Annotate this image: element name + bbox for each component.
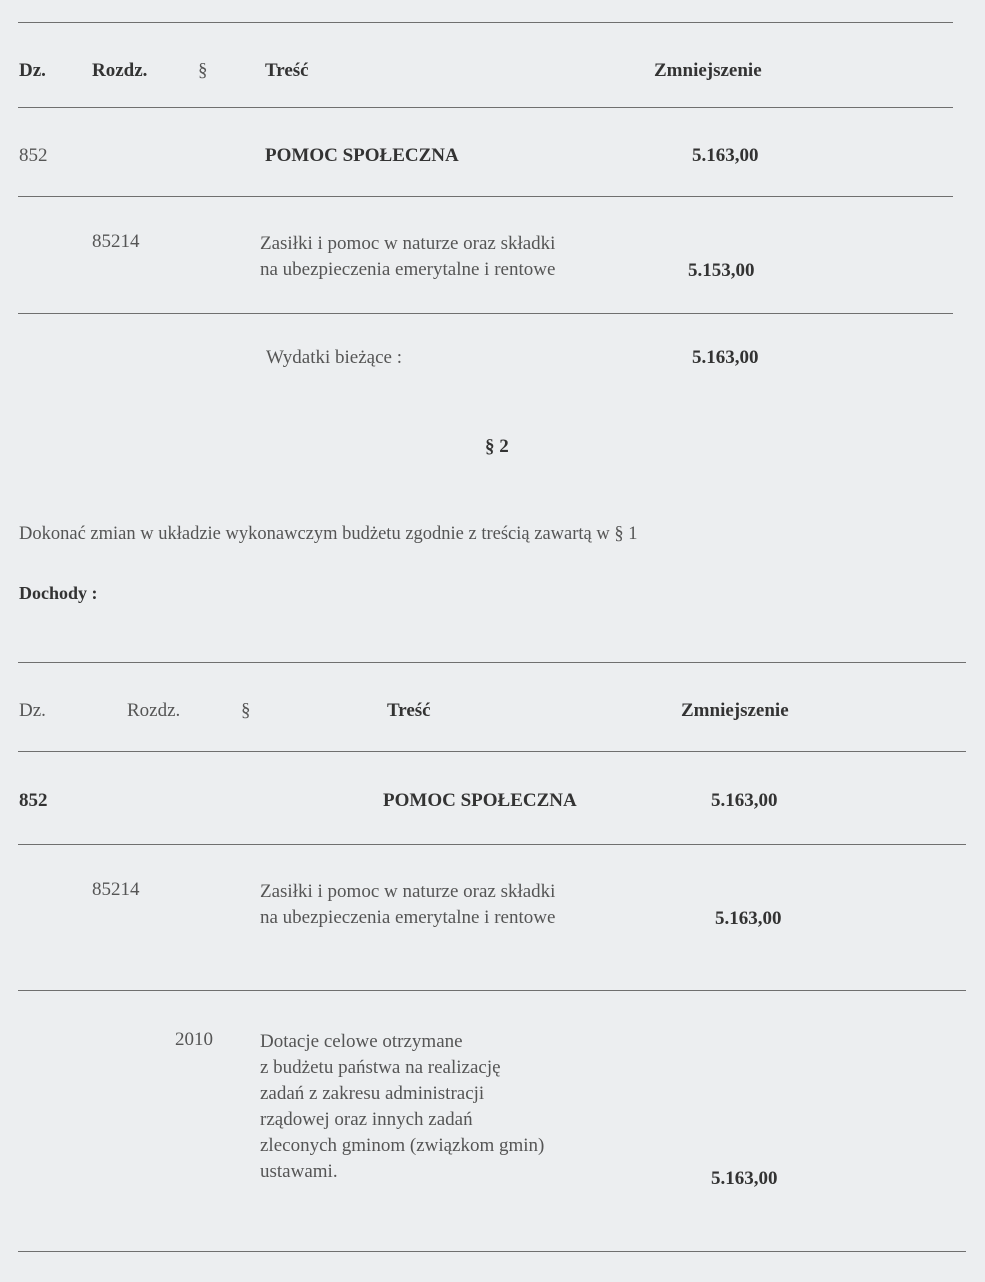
table-1-rozdzial-name-line-2: na ubezpieczenia emerytalne i rentowe (260, 259, 556, 280)
table-1-header-dz: Dz. (19, 60, 46, 81)
table-1-dzial-name: POMOC SPOŁECZNA (265, 145, 459, 166)
table-2-rozdzial-name-line-1: Zasiłki i pomoc w naturze oraz składki (260, 881, 556, 902)
table-2-paragraph-code: 2010 (175, 1029, 213, 1050)
table-2-rozdzial-amount: 5.163,00 (715, 908, 782, 929)
table-1-dzial-rule (18, 196, 953, 197)
section-2-title: § 2 (485, 436, 509, 457)
table-2-rozdzial-code: 85214 (92, 879, 140, 900)
table-2-paragraph-name-line-2: z budżetu państwa na realizację (260, 1057, 501, 1078)
table-2-paragraph-amount: 5.163,00 (711, 1168, 778, 1189)
table-1-rozdzial-code: 85214 (92, 231, 140, 252)
table-2-dzial-amount: 5.163,00 (711, 790, 778, 811)
table-2-header-dz: Dz. (19, 700, 46, 721)
table-2-dzial-code: 852 (19, 790, 48, 811)
table-1-top-rule (18, 22, 953, 23)
table-2-header-zmniejszenie: Zmniejszenie (681, 700, 789, 721)
table-2-rozdzial-rule (18, 990, 966, 991)
table-2-dzial-name: POMOC SPOŁECZNA (383, 790, 577, 811)
table-2-header-rule (18, 751, 966, 752)
table-1-rozdzial-name-line-1: Zasiłki i pomoc w naturze oraz składki (260, 233, 556, 254)
table-2-header-tresc: Treść (387, 700, 431, 721)
table-2-header-rozdz: Rozdz. (127, 700, 181, 721)
table-2-dzial-rule (18, 844, 966, 845)
table-2-bottom-rule (18, 1251, 966, 1252)
table-2-paragraph-name-line-5: zleconych gminom (związkom gmin) (260, 1135, 545, 1156)
dochody-label: Dochody : (19, 583, 98, 603)
table-2-paragraph-name-line-1: Dotacje celowe otrzymane (260, 1031, 463, 1052)
table-1-dzial-code: 852 (19, 145, 48, 166)
table-2-paragraph-name-line-4: rządowej oraz innych zadań (260, 1109, 473, 1130)
table-2-paragraph-name-line-3: zadań z zakresu administracji (260, 1083, 485, 1104)
section-2-paragraph: Dokonać zmian w układzie wykonawczym budżetu zgodnie z treścią zawartą w § 1 (19, 524, 638, 544)
table-2-paragraph-name-line-6: ustawami. (260, 1161, 338, 1182)
table-1-rozdzial-amount: 5.153,00 (688, 260, 755, 281)
table-1-header-tresc: Treść (265, 60, 309, 81)
table-2-rozdzial-name-line-2: na ubezpieczenia emerytalne i rentowe (260, 907, 556, 928)
table-1-header-zmniejszenie: Zmniejszenie (654, 60, 762, 81)
table-1-dzial-amount: 5.163,00 (692, 145, 759, 166)
table-1-rozdzial-rule (18, 313, 953, 314)
table-2-header-paragraph: § (241, 700, 251, 721)
table-1-header-rule (18, 107, 953, 108)
table-1-wydatki-label: Wydatki bieżące : (266, 347, 403, 368)
table-1-header-rozdz: Rozdz. (92, 60, 148, 81)
table-2-top-rule (18, 662, 966, 663)
table-1-header-paragraph: § (198, 60, 208, 81)
table-1-wydatki-amount: 5.163,00 (692, 347, 759, 368)
